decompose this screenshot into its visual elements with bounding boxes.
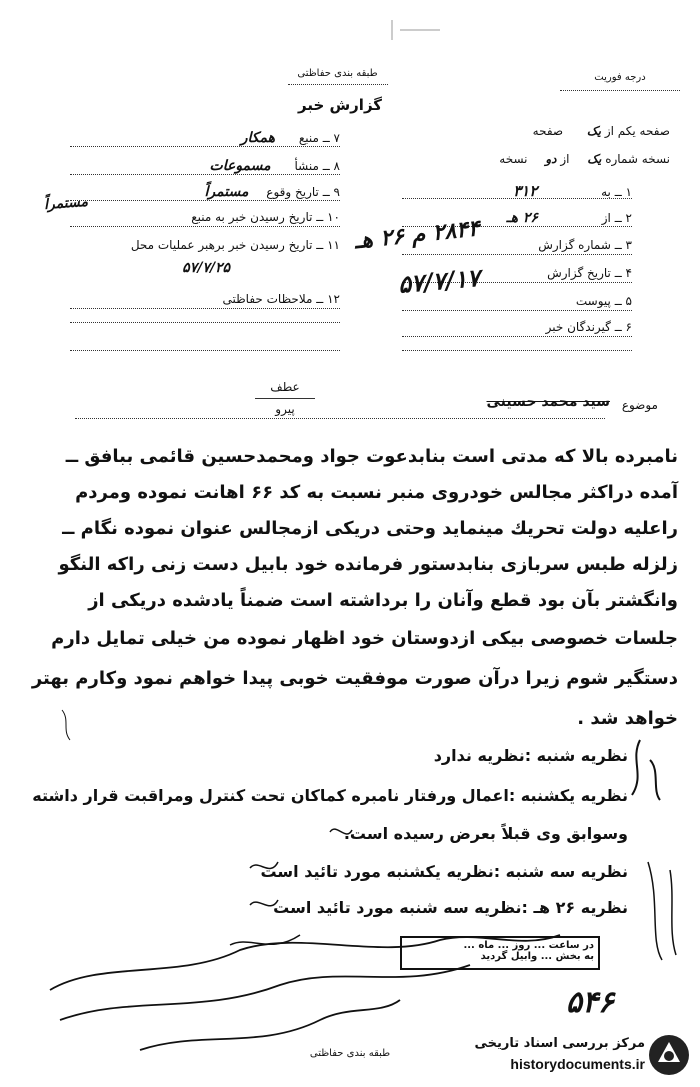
opinion-sunday-cont: وسوابق وی قبلاً بعرض رسیده است.	[343, 824, 628, 843]
follow-up-label: پیرو	[275, 402, 295, 416]
field-from: ۲ ــ از ۲۶ هـ	[402, 210, 632, 227]
body-line: نامبرده بالا که مدتی است بنابدعوت جواد ومحمدحسین قائمی ببافق ــ	[65, 446, 678, 467]
body-line: زلزله طبس سربازی بنابدستور فرمانده خود بابیل دست زنی راکه النگو	[58, 554, 678, 575]
stamp-line: در ساعت ... روز ... ماه ...	[463, 940, 594, 951]
body-line: خواهد شد .	[577, 708, 678, 729]
field-attachment: ۵ ــ پیوست	[402, 294, 632, 311]
field-report-number: ۳ ــ شماره گزارش	[402, 238, 632, 255]
opinion-26h: نظریه ۲۶ هـ :نظریه سه شنبه مورد تائید است	[273, 898, 628, 917]
opinion-saturday: نظریه شنبه :نظریه ندارد	[433, 746, 628, 765]
page-of: صفحه یکم از یک صفحه	[532, 124, 670, 138]
classification-top: طبقه بندی حفاظتی	[297, 68, 378, 79]
opinion-sunday: نظریه یکشنبه :اعمال ورفتار نامبره کماکان تحت کنترل ومراقبت قرار داشته	[32, 786, 628, 805]
watermark-org: مرکز بررسی اسناد تاریخی	[474, 1036, 645, 1051]
body-line: وانگشتر بآن بود قطع وآنان را برداشته است ضمناً یادشده دریکی از	[88, 590, 678, 611]
body-line: راعلیه دولت تحریك مینماید وحتی دریکی ازمجالس عنوان نموده نگام ــ	[62, 518, 678, 539]
field-to: ۱ ــ به ۳۱۲	[402, 182, 632, 199]
report-date-value: ۵۷/۷/۱۷	[396, 262, 482, 299]
field-occurrence-date: ۹ ــ تاریخ وقوع مستمراً	[70, 184, 340, 201]
opinion-tuesday: نظریه سه شنبه :نظریه یکشنبه مورد تائید است	[260, 862, 628, 881]
classification-bottom: طبقه بندی حفاظتی	[309, 1048, 391, 1059]
field-source-received-date: ۱۰ ــ تاریخ رسیدن خبر به منبع	[70, 210, 340, 227]
subject-label: موضوع	[621, 398, 658, 412]
report-title: گزارش خبر	[297, 96, 383, 114]
reference-label: عطف	[270, 380, 300, 394]
body-line: جلسات خصوصی بیکی ازدوستان خود اظهار نموده من خیلی تمایل دارم	[51, 628, 678, 649]
report-number-value: ۲۸۴۴ م ۲۶ هـ	[353, 215, 482, 255]
field-leader-received-date: ۱۱ ــ تاریخ رسیدن خبر برهبر عملیات محل	[130, 238, 340, 252]
field-recipients: ۶ ــ گیرندگان خبر	[402, 320, 632, 337]
leader-received-value: ۵۷/۷/۲۵	[182, 260, 230, 276]
page-number: ۵۴۶	[565, 985, 615, 1020]
field-origin: ۸ ــ منشأ مسموعات	[70, 158, 340, 175]
field-report-date: ۴ ــ تاریخ گزارش	[402, 266, 632, 283]
field-security-notes: ۱۲ ــ ملاحظات حفاظتی	[70, 292, 340, 309]
copy-number: نسخه شماره یک از دو نسخه	[499, 152, 670, 166]
urgency-label: درجه فوریت	[594, 72, 646, 83]
source-received-value: مستمراً	[43, 193, 89, 213]
watermark-url: historydocuments.ir	[510, 1056, 645, 1072]
body-line: دستگیر شوم زیرا درآن صورت موفقیت خوبی پیدا خواهم نمود وکارم بهتر	[31, 668, 678, 689]
body-line: آمده دراکثر مجالس خودروی منبر نسبت به کد ۶۶ اهانت نموده ومردم	[75, 482, 678, 503]
field-source: ۷ ــ منبع همکار	[70, 130, 340, 147]
subject-value: سید محمد حسینی	[486, 394, 610, 410]
stamp-line: به بخش ... وابیل گردید	[480, 951, 594, 962]
